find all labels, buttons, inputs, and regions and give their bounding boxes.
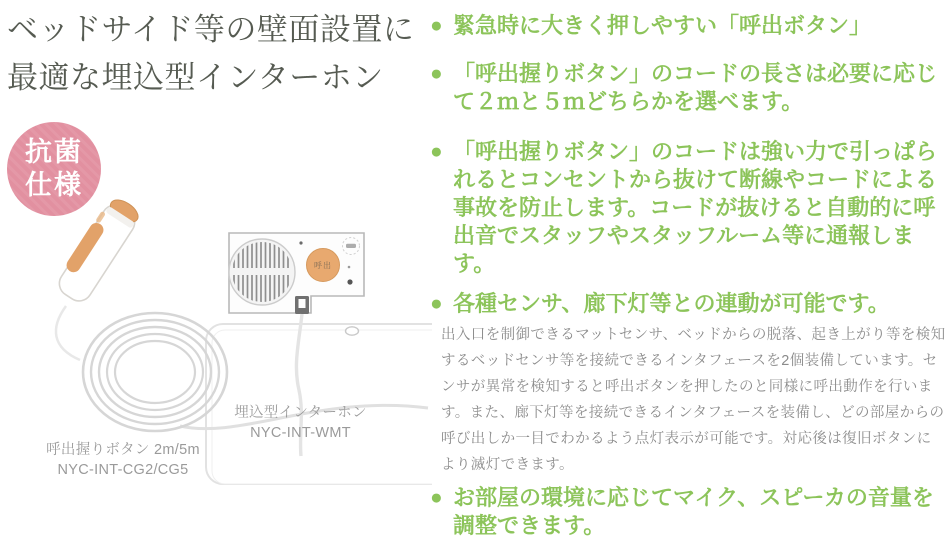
mic-hole: [299, 241, 302, 244]
bullet-icon: ●: [430, 62, 443, 85]
feature-item-sensor-link: [430, 290, 946, 478]
led-small: [348, 266, 351, 269]
led-dark: [347, 279, 352, 284]
feature-headline: 「呼出握りボタン」のコードは強い力で引っぱられるとコンセントから抜けて断線やコードによる事故を防止します。コードが抜けると自動的に呼出音でスタッフやスタッフルーム等に通報します。: [453, 139, 938, 276]
feature-list: [430, 12, 946, 540]
page-title-line2: 最適な埋込型インターホン: [7, 60, 384, 95]
bullet-icon: ●: [430, 140, 443, 163]
call-button: [307, 249, 340, 282]
call-button-label: 呼出: [314, 261, 332, 270]
grip-caption: [18, 440, 228, 480]
bullet-icon: ●: [430, 486, 443, 509]
grip-caption-model: NYC-INT-CG2/CG5: [57, 462, 189, 478]
feature-headline: お部屋の環境に応じてマイク、スピーカの音量を調整できます。: [453, 485, 934, 538]
grip-caption-name: 呼出握りボタン 2m/5m: [46, 442, 200, 458]
feature-item-volume: [430, 484, 946, 540]
page-title: [7, 6, 432, 102]
cord-connector: [295, 296, 309, 314]
feature-item-cord-safety: [430, 138, 946, 278]
bullet-icon: ●: [430, 14, 443, 37]
page-title-line1: ベッドサイド等の壁面設置に: [7, 12, 415, 47]
bullet-icon: ●: [430, 292, 443, 315]
badge-line1: 抗菌: [25, 137, 83, 167]
speaker-grille: [229, 239, 295, 305]
feature-headline: 緊急時に大きく押しやすい「呼出ボタン」: [453, 13, 872, 38]
intercom-caption-name: 埋込型インターホン: [234, 405, 367, 421]
intercom-caption-model: NYC-INT-WMT: [250, 425, 351, 441]
feature-body: 出入口を制御できるマットセンサ、ベッドからの脱落、起き上がり等を検知するベッドセンサ等を接続できるインタフェースを2個装備しています。センサが異常を検知すると呼出ボタンを押したのと同様に呼出動作を行います。また、廊下灯等を接続できるインタフェースを装備し、どの部屋からの呼び出しか一目でわかるよう点灯表示が可能です。対応後は復旧ボタンにより滅灯できます。: [441, 327, 946, 473]
badge-line2: 仕様: [25, 170, 83, 200]
feature-item-call-button: [430, 12, 946, 40]
feature-headline: 各種センサ、廊下灯等との連動が可能です。: [453, 291, 890, 316]
feature-headline: 「呼出握りボタン」のコードの長さは必要に応じて２ｍと５ｍどちらかを選べます。: [453, 61, 938, 114]
intercom-caption: [193, 403, 408, 443]
feature-item-cord-length: [430, 60, 946, 116]
